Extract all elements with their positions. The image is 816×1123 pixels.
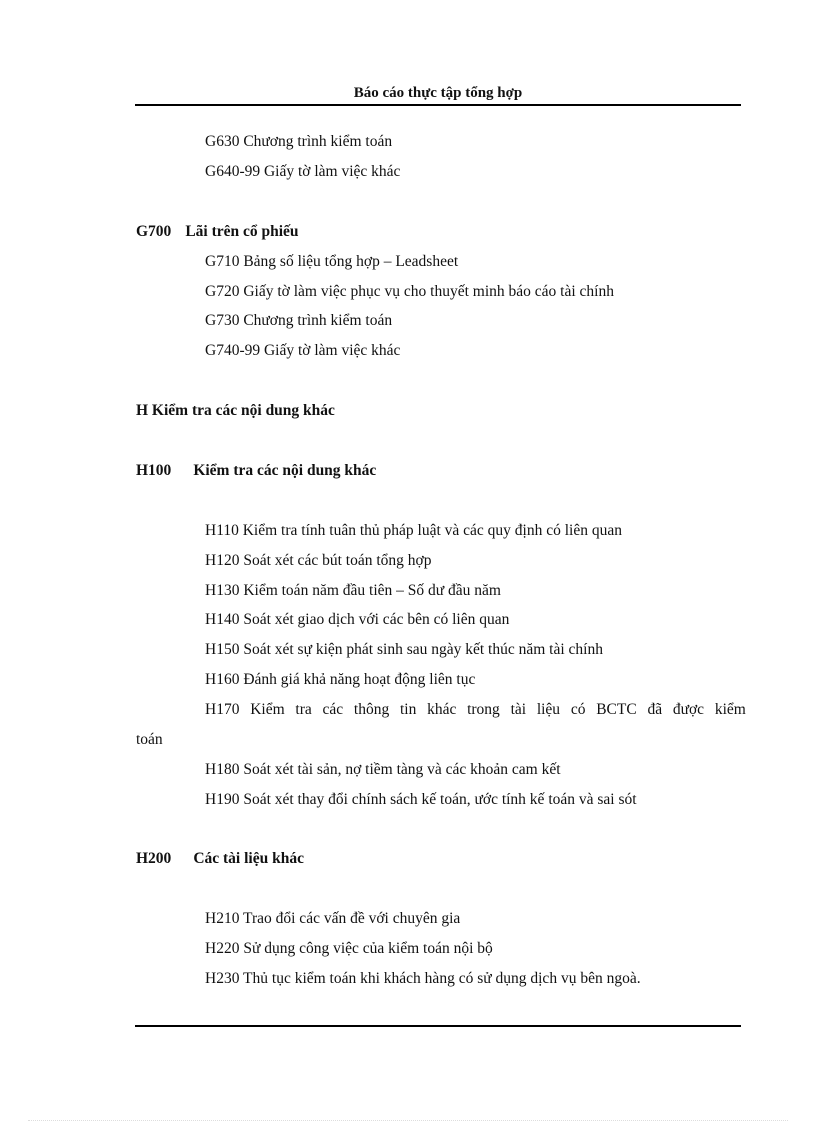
line-g640: G640-99 Giấy tờ làm việc khác: [205, 163, 401, 180]
section-heading-g700: [136, 221, 299, 243]
word: đã: [647, 701, 663, 718]
line-g720: G720 Giấy tờ làm việc phục vụ cho thuyết minh báo cáo tài chính: [205, 283, 614, 300]
word: khác: [427, 701, 457, 718]
page-header-title: Báo cáo thực tập tổng hợp: [353, 85, 523, 101]
line-h170-continuation: toán: [136, 731, 163, 748]
line-h110: H110 Kiểm tra tính tuân thủ pháp luật và các quy định có liên quan: [205, 522, 622, 539]
line-h160: H160 Đánh giá khả năng hoạt động liên tục: [205, 671, 476, 688]
section-code: G700: [136, 223, 172, 240]
word: BCTC: [596, 701, 637, 718]
word: tra: [295, 701, 312, 718]
line-h180: H180 Soát xét tài sản, nợ tiềm tàng và các khoản cam kết: [205, 761, 561, 778]
line-g730: G730 Chương trình kiểm toán: [205, 312, 393, 329]
line-h130: H130 Kiểm toán năm đầu tiên – Số dư đầu năm: [205, 582, 501, 599]
word: liệu: [536, 701, 561, 718]
line-g710: G710 Bảng số liệu tổng hợp – Leadsheet: [205, 253, 459, 270]
word: kiểm: [714, 701, 746, 718]
word: thông: [353, 701, 390, 718]
line-h230: H230 Thủ tục kiểm toán khi khách hàng có sử dụng dịch vụ bên ngoà.: [205, 970, 641, 987]
word: được: [672, 701, 705, 718]
line-h190: H190 Soát xét thay đổi chính sách kế toán, ước tính kế toán và sai sót: [205, 791, 637, 808]
section-code: H100: [136, 462, 172, 479]
word: trong: [467, 701, 500, 718]
section-title: Các tài liệu khác: [193, 850, 304, 867]
line-h120: H120 Soát xét các bút toán tổng hợp: [205, 552, 432, 569]
word: có: [570, 701, 586, 718]
word: tin: [399, 701, 417, 718]
line-g630: G630 Chương trình kiểm toán: [205, 133, 393, 150]
word: tài: [510, 701, 527, 718]
line-h210: H210 Trao đổi các vấn đề với chuyên gia: [205, 910, 461, 927]
line-h170: [205, 699, 746, 721]
word: các: [322, 701, 344, 718]
section-heading-h: H Kiểm tra các nội dung khác: [136, 402, 335, 419]
word: H170: [205, 701, 240, 718]
line-h140: H140 Soát xét giao dịch với các bên có liên quan: [205, 611, 510, 628]
footer-divider: [135, 1025, 741, 1027]
page-bottom-edge: [28, 1120, 788, 1121]
section-title: Kiểm tra các nội dung khác: [193, 462, 377, 479]
line-h220: H220 Sử dụng công việc của kiểm toán nội bộ: [205, 940, 493, 957]
section-code: H200: [136, 850, 172, 867]
header-divider: [135, 104, 741, 106]
section-title: Lãi trên cổ phiếu: [185, 223, 299, 240]
word: Kiểm: [250, 701, 285, 718]
line-g740: G740-99 Giấy tờ làm việc khác: [205, 342, 401, 359]
line-h150: H150 Soát xét sự kiện phát sinh sau ngày kết thúc năm tài chính: [205, 641, 603, 658]
section-heading-h100: [136, 460, 376, 482]
section-heading-h200: [136, 848, 304, 870]
